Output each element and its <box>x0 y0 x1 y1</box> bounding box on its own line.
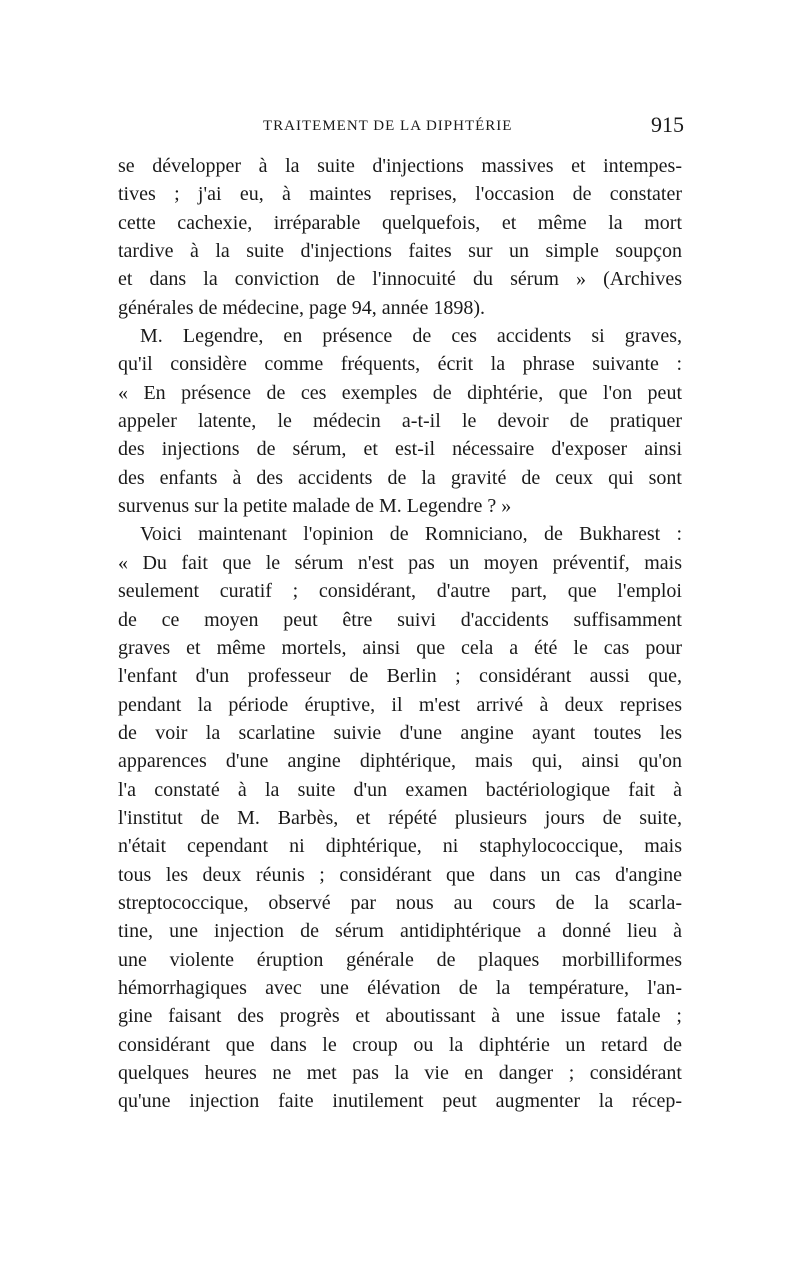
text-line: quelques heures ne met pas la vie en danger ; considérant <box>118 1062 682 1084</box>
text-line: qu'une injection faite inutilement peut augmenter la récep- <box>118 1090 682 1113</box>
text-line: de voir la scarlatine suivie d'une angine ayant toutes les <box>118 721 682 744</box>
text-line: l'institut de M. Barbès, et répété plusieurs jours de suite, <box>118 806 682 829</box>
text-line: une violente éruption générale de plaques morbilliformes <box>118 948 682 971</box>
text-line: de ce moyen peut être suivi d'accidents suffisamment <box>118 608 682 631</box>
text-line: considérant que dans le croup ou la diphtérie un retard de <box>118 1033 682 1056</box>
text-line: gine faisant des progrès et aboutissant à une issue fatale ; <box>118 1005 682 1028</box>
text-line: graves et même mortels, ainsi que cela a été le cas pour <box>118 636 682 659</box>
text-line: générales de médecine, page 94, année 1898). <box>118 296 486 319</box>
running-title: TRAITEMENT DE LA DIPHTÉRIE <box>263 118 513 134</box>
text-line: seulement curatif ; considérant, d'autre part, que l'emploi <box>118 580 682 603</box>
text-line: « En présence de ces exemples de diphtérie, que l'on peut <box>118 381 682 404</box>
text-line: se développer à la suite d'injections massives et intempes- <box>118 155 682 177</box>
text-line: apparences d'une angine diphtérique, mais qui, ainsi qu'on <box>118 750 682 773</box>
text-line: tous les deux réunis ; considérant que dans un cas d'angine <box>118 863 682 886</box>
text-line: l'a constaté à la suite d'un examen bactériologique fait à <box>118 778 682 801</box>
page-number: 915 <box>651 112 684 137</box>
text-line: pendant la période éruptive, il m'est arrivé à deux reprises <box>118 693 682 716</box>
text-line: des enfants à des accidents de la gravité de ceux qui sont <box>118 466 682 489</box>
running-head <box>118 112 684 142</box>
text-line: tives ; j'ai eu, à maintes reprises, l'occasion de constater <box>118 183 682 206</box>
text-line: qu'il considère comme fréquents, écrit la phrase suivante : <box>118 353 682 376</box>
text-line: streptococcique, observé par nous au cours de la scarla- <box>118 891 682 914</box>
text-line: et dans la conviction de l'innocuité du sérum » (Archives <box>118 268 682 291</box>
text-line: des injections de sérum, et est-il nécessaire d'exposer ainsi <box>118 438 682 461</box>
text-line: survenus sur la petite malade de M. Legendre ? » <box>118 495 512 518</box>
text-line: l'enfant d'un professeur de Berlin ; considérant aussi que, <box>118 665 682 688</box>
text-line: Voici maintenant l'opinion de Romniciano, de Bukharest : <box>140 523 682 546</box>
text-line: M. Legendre, en présence de ces accidents si graves, <box>140 325 682 348</box>
text-line: hémorrhagiques avec une élévation de la température, l'an- <box>118 976 682 999</box>
text-line: « Du fait que le sérum n'est pas un moyen préventif, mais <box>118 551 682 574</box>
body-text <box>118 152 682 1116</box>
text-line: n'était cependant ni diphtérique, ni staphylococcique, mais <box>118 835 682 858</box>
text-line: tine, une injection de sérum antidiphtérique a donné lieu à <box>118 920 682 943</box>
text-line: appeler latente, le médecin a-t-il le devoir de pratiquer <box>118 410 682 433</box>
text-line: tardive à la suite d'injections faites sur un simple soupçon <box>118 240 682 263</box>
text-line: cette cachexie, irréparable quelquefois, et même la mort <box>118 211 682 234</box>
